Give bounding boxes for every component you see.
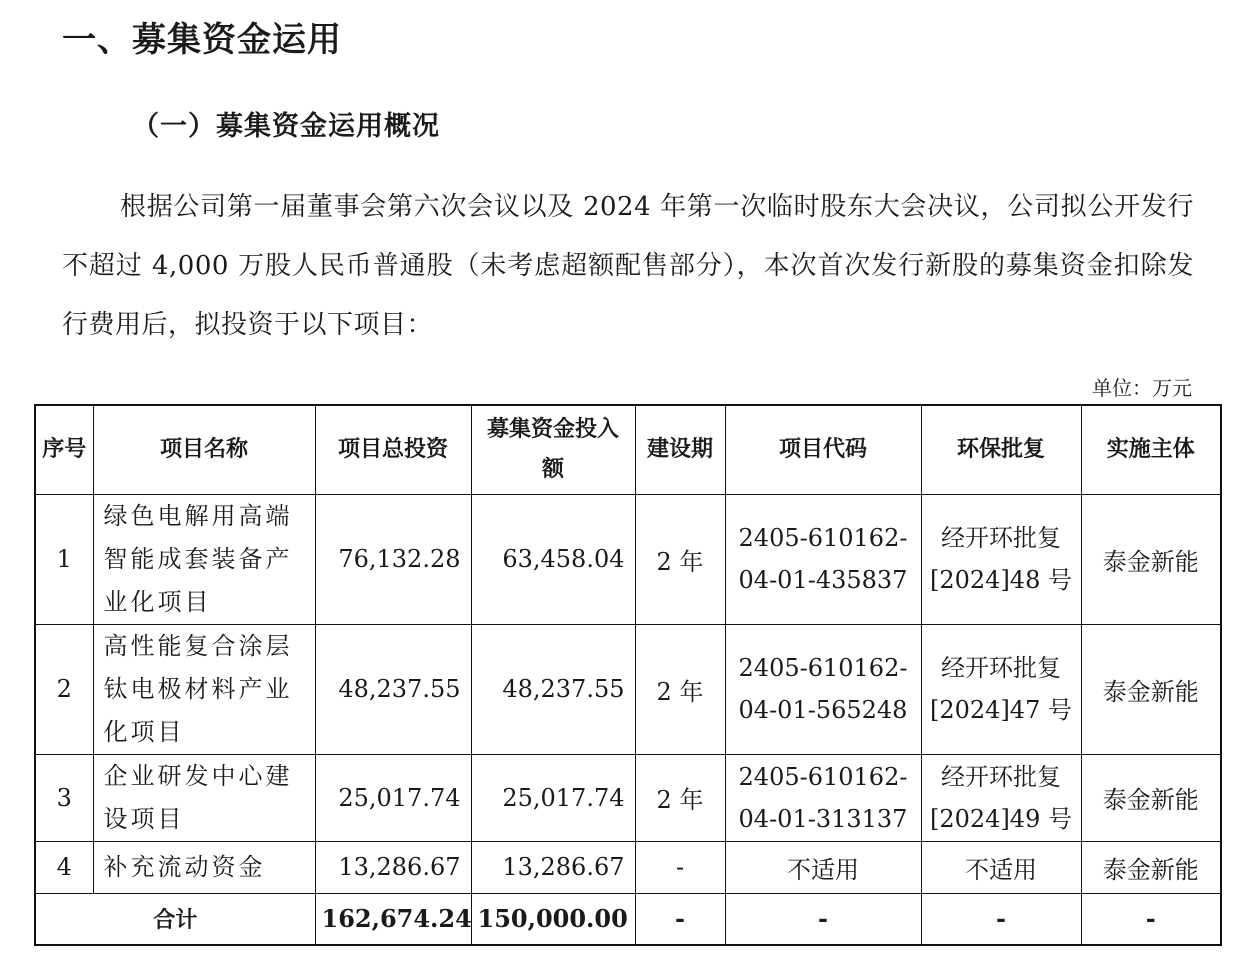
cell-env: 经开环批复[2024]49 号 (921, 754, 1081, 841)
cell-raised: 63,458.04 (471, 494, 635, 624)
cell-period: 2 年 (635, 754, 725, 841)
table-row (35, 494, 1221, 624)
cell-total: 25,017.74 (315, 754, 471, 841)
cell-name: 绿色电解用高端智能成套装备产业化项目 (93, 494, 315, 624)
fund-usage-table (34, 404, 1222, 946)
cell-env: 经开环批复[2024]47 号 (921, 624, 1081, 754)
intro-paragraph: 根据公司第一届董事会第六次会议以及 2024 年第一次临时股东大会决议，公司拟公开发行不超过 4,000 万股人民币普通股（未考虑超额配售部分），本次首次发行新股的募集资金扣除发行费用后，拟投资于以下项目： (62, 192, 1194, 340)
header-seq: 序号 (35, 405, 93, 494)
cell-seq: 4 (35, 841, 93, 893)
cell-seq: 2 (35, 624, 93, 754)
cell-total: 76,132.28 (315, 494, 471, 624)
cell-code: 2405-610162-04-01-435837 (725, 494, 921, 624)
cell-raised: 13,286.67 (471, 841, 635, 893)
total-period: - (635, 893, 725, 945)
unit-label: 单位：万元 (1092, 376, 1192, 400)
cell-entity: 泰金新能 (1081, 624, 1221, 754)
cell-entity: 泰金新能 (1081, 754, 1221, 841)
total-entity: - (1081, 893, 1221, 945)
cell-period: 2 年 (635, 624, 725, 754)
cell-total: 48,237.55 (315, 624, 471, 754)
cell-entity: 泰金新能 (1081, 841, 1221, 893)
header-period: 建设期 (635, 405, 725, 494)
cell-env: 经开环批复[2024]48 号 (921, 494, 1081, 624)
cell-total: 13,286.67 (315, 841, 471, 893)
cell-code: 2405-610162-04-01-313137 (725, 754, 921, 841)
header-total: 项目总投资 (315, 405, 471, 494)
header-raised: 募集资金投入额 (471, 405, 635, 494)
cell-period: - (635, 841, 725, 893)
cell-entity: 泰金新能 (1081, 494, 1221, 624)
cell-name: 企业研发中心建设项目 (93, 754, 315, 841)
header-env: 环保批复 (921, 405, 1081, 494)
table-row (35, 754, 1221, 841)
table-row (35, 624, 1221, 754)
cell-period: 2 年 (635, 494, 725, 624)
total-code: - (725, 893, 921, 945)
subsection-title: （一）募集资金运用概况 (132, 111, 440, 142)
cell-env: 不适用 (921, 841, 1081, 893)
total-label: 合计 (35, 893, 315, 945)
total-raised: 150,000.00 (471, 893, 635, 945)
section-title: 一、募集资金运用 (62, 20, 342, 60)
cell-name: 高性能复合涂层钛电极材料产业化项目 (93, 624, 315, 754)
header-name: 项目名称 (93, 405, 315, 494)
header-entity: 实施主体 (1081, 405, 1221, 494)
cell-seq: 1 (35, 494, 93, 624)
total-row (35, 893, 1221, 945)
cell-code: 不适用 (725, 841, 921, 893)
cell-raised: 48,237.55 (471, 624, 635, 754)
cell-raised: 25,017.74 (471, 754, 635, 841)
cell-name: 补充流动资金 (93, 841, 315, 893)
table-header-row (35, 405, 1221, 494)
table-row (35, 841, 1221, 893)
cell-seq: 3 (35, 754, 93, 841)
total-investment: 162,674.24 (315, 893, 471, 945)
header-code: 项目代码 (725, 405, 921, 494)
cell-code: 2405-610162-04-01-565248 (725, 624, 921, 754)
total-env: - (921, 893, 1081, 945)
